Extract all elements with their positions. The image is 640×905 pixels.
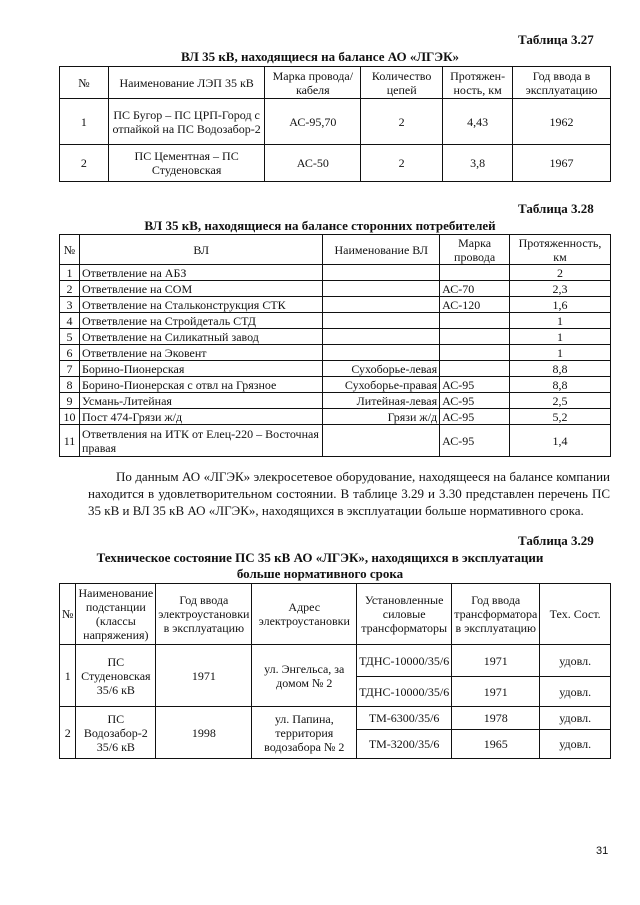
cell: Ответвление на Стальконструкция СТК [79,297,322,313]
cell [323,345,440,361]
cell: 2,5 [510,393,611,409]
cell: АС-70 [440,281,510,297]
header-cell: Адрес электроустановки [252,584,357,645]
page-number: 31 [596,845,609,857]
cell: ул. Папина, территория водозабора № 2 [252,707,357,759]
cell [323,281,440,297]
table-row [60,393,611,409]
cell [323,313,440,329]
cell: Сухоборье-правая [323,377,440,393]
cell: 5 [60,329,80,345]
cell: Ответвление на Стройдеталь СТД [79,313,322,329]
cell: Борино-Пионерская с отвл на Грязное [79,377,322,393]
table-3-28-title: ВЛ 35 кВ, находящиеся на балансе сторонних потребителей [144,218,496,233]
cell: 2 [60,707,76,759]
cell: 1998 [156,707,252,759]
cell: удовл. [540,730,611,759]
header-cell: Установленные силовые трансформаторы [357,584,452,645]
cell: 3,8 [443,145,513,182]
table-3-28 [59,234,611,457]
table-row [60,145,611,182]
cell: 1 [510,329,611,345]
cell: Сухоборье-левая [323,361,440,377]
cell: 2 [60,281,80,297]
cell: Ответвление на Эковент [79,345,322,361]
cell: ТДНС-10000/35/6 [357,677,452,707]
cell: АС-50 [265,145,361,182]
cell: АС-95 [440,377,510,393]
table-header-row [60,584,611,645]
cell: ТДНС-10000/35/6 [357,645,452,677]
table-header-row [60,67,611,99]
table-3-29-title-line2: больше нормативного срока [236,566,404,581]
cell: 1 [510,313,611,329]
cell: Ответвление на Силикатный завод [79,329,322,345]
header-cell: Наименование ВЛ [323,235,440,265]
header-cell: № [60,584,76,645]
cell: удовл. [540,707,611,730]
cell: 8,8 [510,361,611,377]
header-cell: № [60,67,109,99]
cell: 1,6 [510,297,611,313]
table-row [60,297,611,313]
cell: 1965 [452,730,540,759]
cell [323,265,440,281]
cell: 2 [361,145,443,182]
table-row [60,99,611,145]
cell: Литейная-левая [323,393,440,409]
table-row [60,265,611,281]
cell [323,297,440,313]
cell: Ответвление на СОМ [79,281,322,297]
cell [440,265,510,281]
cell: ПС Студеновская 35/6 кВ [76,645,156,707]
cell: 2 [361,99,443,145]
cell: 8,8 [510,377,611,393]
cell: АС-95,70 [265,99,361,145]
cell: АС-95 [440,409,510,425]
cell: Усмань-Литейная [79,393,322,409]
cell: 1967 [513,145,611,182]
cell: 2 [510,265,611,281]
cell: АС-120 [440,297,510,313]
header-cell: Наименование подстанции (классы напряжения) [76,584,156,645]
cell: 2,3 [510,281,611,297]
cell: 8 [60,377,80,393]
cell [440,361,510,377]
cell: удовл. [540,645,611,677]
cell: 5,2 [510,409,611,425]
cell: АС-95 [440,425,510,457]
cell: 1 [60,99,109,145]
cell: 1971 [156,645,252,707]
table-row [60,329,611,345]
cell: 11 [60,425,80,457]
cell: Ответвление на АБЗ [79,265,322,281]
cell: 1978 [452,707,540,730]
table-row [60,361,611,377]
header-cell: Год ввода электроустановки в эксплуатацию [156,584,252,645]
table-3-27-caption: Таблица 3.27 [518,32,594,47]
cell: 9 [60,393,80,409]
cell: Борино-Пионерская [79,361,322,377]
cell: 3 [60,297,80,313]
header-cell: Протяжен-ность, км [443,67,513,99]
table-row [60,425,611,457]
cell: Пост 474-Грязи ж/д [79,409,322,425]
table-row [60,345,611,361]
header-cell: Марка провода [440,235,510,265]
cell: 2 [60,145,109,182]
table-3-28-caption: Таблица 3.28 [518,201,594,216]
cell: 1962 [513,99,611,145]
cell [440,345,510,361]
table-row [60,313,611,329]
cell: удовл. [540,677,611,707]
cell: АС-95 [440,393,510,409]
cell: ТМ-6300/35/6 [357,707,452,730]
header-cell: Тех. Сост. [540,584,611,645]
table-3-29 [59,583,611,759]
header-cell: Протяженность, км [510,235,611,265]
cell: 1 [60,645,76,707]
cell [323,425,440,457]
cell: Грязи ж/д [323,409,440,425]
table-row [60,281,611,297]
cell [440,329,510,345]
table-3-29-title-line1: Техническое состояние ПС 35 кВ АО «ЛГЭК», находящихся в эксплуатации [96,550,544,565]
header-cell: Год ввода в эксплуатацию [513,67,611,99]
cell: 1971 [452,645,540,677]
cell: 4,43 [443,99,513,145]
table-header-row [60,235,611,265]
table-3-27 [59,66,611,182]
cell: ПС Бугор – ПС ЦРП-Город с отпайкой на ПС Водозабор-2 [108,99,265,145]
header-cell: Марка провода/кабеля [265,67,361,99]
cell: 1 [510,345,611,361]
body-paragraph [88,468,610,519]
table-row [60,645,611,677]
cell: ул. Энгельса, за домом № 2 [252,645,357,707]
cell: Ответвления на ИТК от Елец-220 – Восточная правая [79,425,322,457]
table-row [60,377,611,393]
cell: 4 [60,313,80,329]
cell: ПС Водозабор-2 35/6 кВ [76,707,156,759]
cell: 6 [60,345,80,361]
cell: 1971 [452,677,540,707]
cell: ПС Цементная – ПС Студеновская [108,145,265,182]
header-cell: Год ввода трансформатора в эксплуатацию [452,584,540,645]
cell [440,313,510,329]
table-row [60,707,611,730]
table-3-27-title: ВЛ 35 кВ, находящиеся на балансе АО «ЛГЭК» [180,49,460,64]
cell: ТМ-3200/35/6 [357,730,452,759]
table-3-29-caption: Таблица 3.29 [518,533,594,548]
cell: 10 [60,409,80,425]
header-cell: ВЛ [79,235,322,265]
cell: 1,4 [510,425,611,457]
cell [323,329,440,345]
header-cell: Количество цепей [361,67,443,99]
header-cell: Наименование ЛЭП 35 кВ [108,67,265,99]
header-cell: № [60,235,80,265]
cell: 7 [60,361,80,377]
table-row [60,409,611,425]
cell: 1 [60,265,80,281]
paragraph-text: По данным АО «ЛГЭК» элекросетевое оборудование, находящееся на балансе компании находится в удовлетворительном состоянии. В таблице 3.29 и 3.30 представлен перечень ПС 35 кВ и ВЛ 35 кВ АО «ЛГЭК», находящихся в эксплуатации больше нормативного срока. [88,469,610,518]
